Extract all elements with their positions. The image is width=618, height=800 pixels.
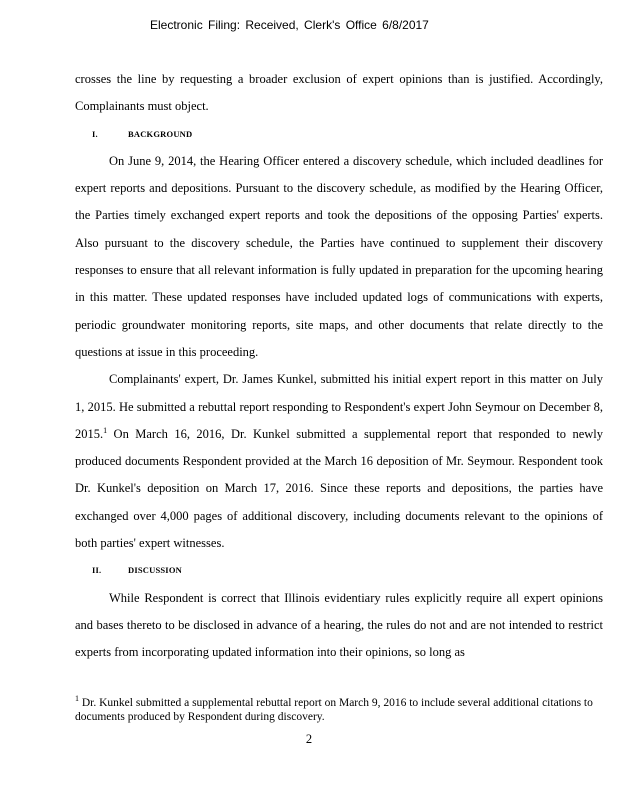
section-number: I. (92, 128, 98, 139)
footnote-reference[interactable]: 1 (103, 425, 108, 435)
paragraph-text: Complainants' expert, Dr. James Kunkel, submitted his initial expert report in this matter on July 1, 2015. He submitted a rebuttal report responding to Respondent's expert John Seymour on December 8, 2015. (75, 372, 603, 441)
section-number: II. (92, 565, 102, 576)
footnote-marker: 1 (75, 694, 79, 704)
filing-stamp-header: Electronic Filing: Received, Clerk's Office 6/8/2017 (150, 18, 429, 32)
paragraph-expert-reports (75, 366, 603, 557)
document-body (75, 66, 603, 667)
page-number: 2 (305, 732, 313, 746)
section-heading-discussion (75, 557, 603, 584)
paragraph-discovery-schedule: On June 9, 2014, the Hearing Officer entered a discovery schedule, which included deadlines for expert reports and depositions. Pursuant to the discovery schedule, as modified by the Hearing Officer, the Parties timely exchanged expert reports and took the depositions of the opposing Parties' experts. Also pursuant to the discovery schedule, the Parties have continued to supplement their discovery responses to ensure that all relevant information is fully updated in preparation for the upcoming hearing in this matter. These updated responses have included updated logs of communications with experts, periodic groundwater monitoring reports, site maps, and other documents that relate directly to the questions at issue in this proceeding. (75, 153, 603, 359)
paragraph-discussion: While Respondent is correct that Illinois evidentiary rules explicitly require all expert opinions and bases thereto to be disclosed in advance of a hearing, the rules do not and are not intended to restrict experts from incorporating updated information into their opinions, so long as (75, 590, 603, 660)
paragraph-intro: crosses the line by requesting a broader exclusion of expert opinions than is justified. Accordingly, Complainants must object. (75, 72, 603, 114)
section-heading-background (75, 121, 603, 148)
paragraph-text: On March 16, 2016, Dr. Kunkel submitted a supplemental report that responded to newly produced documents Respondent provided at the March 16 deposition of Mr. Seymour. Respondent took Dr. Kunkel's deposition on March 17, 2016. Since these reports and depositions, the parties have exchanged over 4,000 pages of additional discovery, including documents relevant to the opinions of both parties' expert witnesses. (75, 426, 603, 551)
section-title: DISCUSSION (128, 565, 182, 576)
footnote-text: Dr. Kunkel submitted a supplemental rebuttal report on March 9, 2016 to include several additional citations to documents produced by Respondent during discovery. (75, 697, 593, 723)
footnote (75, 696, 603, 724)
section-title: BACKGROUND (128, 128, 193, 139)
